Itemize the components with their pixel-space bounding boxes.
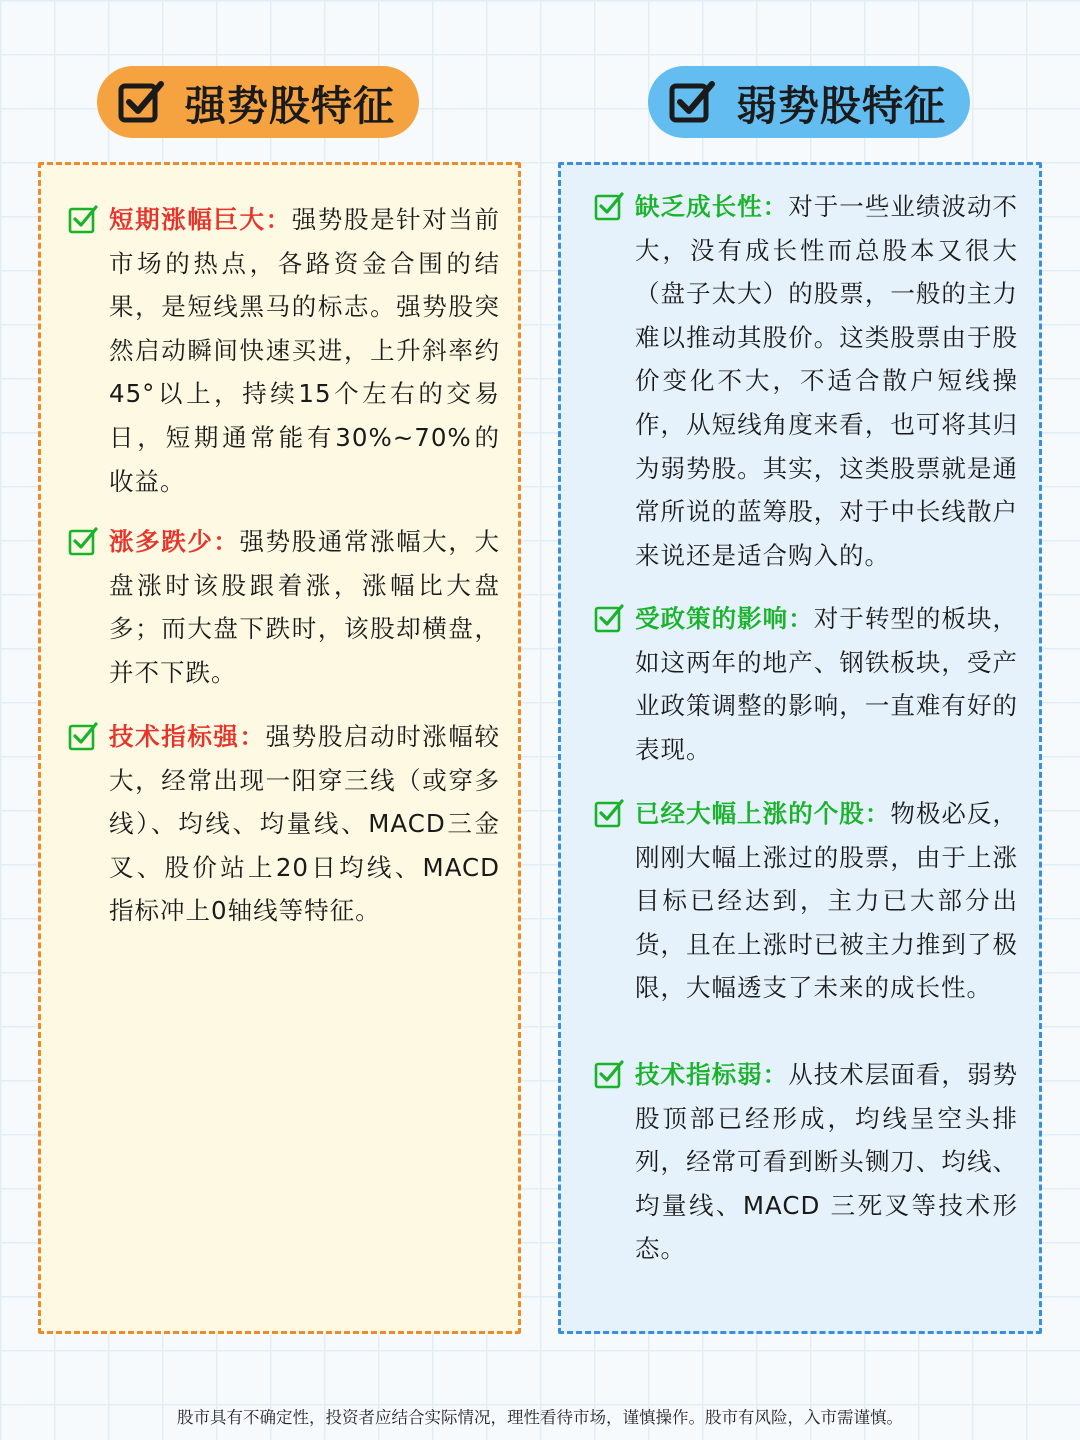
list-item — [594, 792, 1018, 1010]
checkbox-icon — [668, 78, 716, 126]
item-keyword: 短期涨幅巨大： — [109, 205, 292, 234]
item-body: 物极必反，刚刚大幅上涨过的股票，由于上涨目标已经达到，主力已大部分出货，且在上涨时已被主力推到了极限，大幅透支了未来的成长性。 — [635, 799, 1019, 1003]
check-icon — [594, 191, 624, 221]
check-icon — [594, 1059, 624, 1089]
item-text — [594, 1053, 1018, 1271]
list-item — [68, 198, 500, 503]
weak-stock-panel — [558, 162, 1042, 1334]
item-body: 对于转型的板块，如这两年的地产、钢铁板块，受产业政策调整的影响，一直难有好的表现。 — [635, 604, 1018, 764]
item-keyword: 缺乏成长性： — [635, 192, 789, 221]
item-text — [68, 520, 500, 694]
item-keyword: 受政策的影响： — [635, 604, 814, 633]
check-icon — [594, 798, 624, 828]
check-icon — [68, 526, 98, 556]
check-icon — [68, 721, 98, 751]
weak-stock-title: 弱势股特征 — [736, 81, 946, 130]
check-icon — [68, 204, 98, 234]
list-item — [68, 520, 500, 694]
item-keyword: 技术指标弱： — [635, 1060, 789, 1089]
item-keyword: 已经大幅上涨的个股： — [635, 799, 891, 828]
checkbox-icon — [117, 78, 165, 126]
item-keyword: 涨多跌少： — [109, 527, 240, 556]
item-body: 对于一些业绩波动不大，没有成长性而总股本又很大（盘子太大）的股票，一般的主力难以推动其股价。这类股票由于股价变化不大，不适合散户短线操作，从短线角度来看，也可将其归为弱势股。其实，这类股票就是通常所说的蓝筹股，对于中长线散户来说还是适合购入的。 — [635, 192, 1019, 570]
item-text — [594, 792, 1018, 1010]
disclaimer: 股市具有不确定性，投资者应结合实际情况，理性看待市场，谨慎操作。股市有风险，入市需谨慎。 — [177, 1408, 903, 1427]
strong-stock-title: 强势股特征 — [185, 81, 395, 130]
item-body: 强势股通常涨幅大，大盘涨时该股跟着涨，涨幅比大盘多；而大盘下跌时，该股却横盘，并不下跌。 — [109, 527, 501, 687]
item-body: 从技术层面看，弱势股顶部已经形成，均线呈空头排列，经常可看到断头铡刀、均线、均量线、MACD 三死叉等技术形态。 — [635, 1060, 1019, 1264]
list-item — [594, 597, 1018, 771]
list-item — [594, 185, 1018, 577]
item-text — [594, 597, 1018, 771]
item-text — [68, 715, 500, 933]
list-item — [594, 1053, 1018, 1271]
item-text — [594, 185, 1018, 577]
item-body: 强势股是针对当前市场的热点，各路资金合围的结果，是短线黑马的标志。强势股突然启动瞬间快速买进，上升斜率约45°以上，持续15个左右的交易日，短期通常能有30%~70%的收益。 — [109, 205, 500, 496]
strong-stock-panel — [38, 162, 521, 1334]
list-item — [68, 715, 500, 933]
item-body: 强势股启动时涨幅较大，经常出现一阳穿三线（或穿多线）、均线、均量线、MACD三金叉、股价站上20日均线、MACD指标冲上0轴线等特征。 — [109, 722, 501, 926]
strong-stock-title-pill — [97, 66, 419, 138]
check-icon — [594, 603, 624, 633]
weak-stock-title-pill — [648, 66, 970, 138]
item-text — [68, 198, 500, 503]
item-keyword: 技术指标强： — [109, 722, 266, 751]
